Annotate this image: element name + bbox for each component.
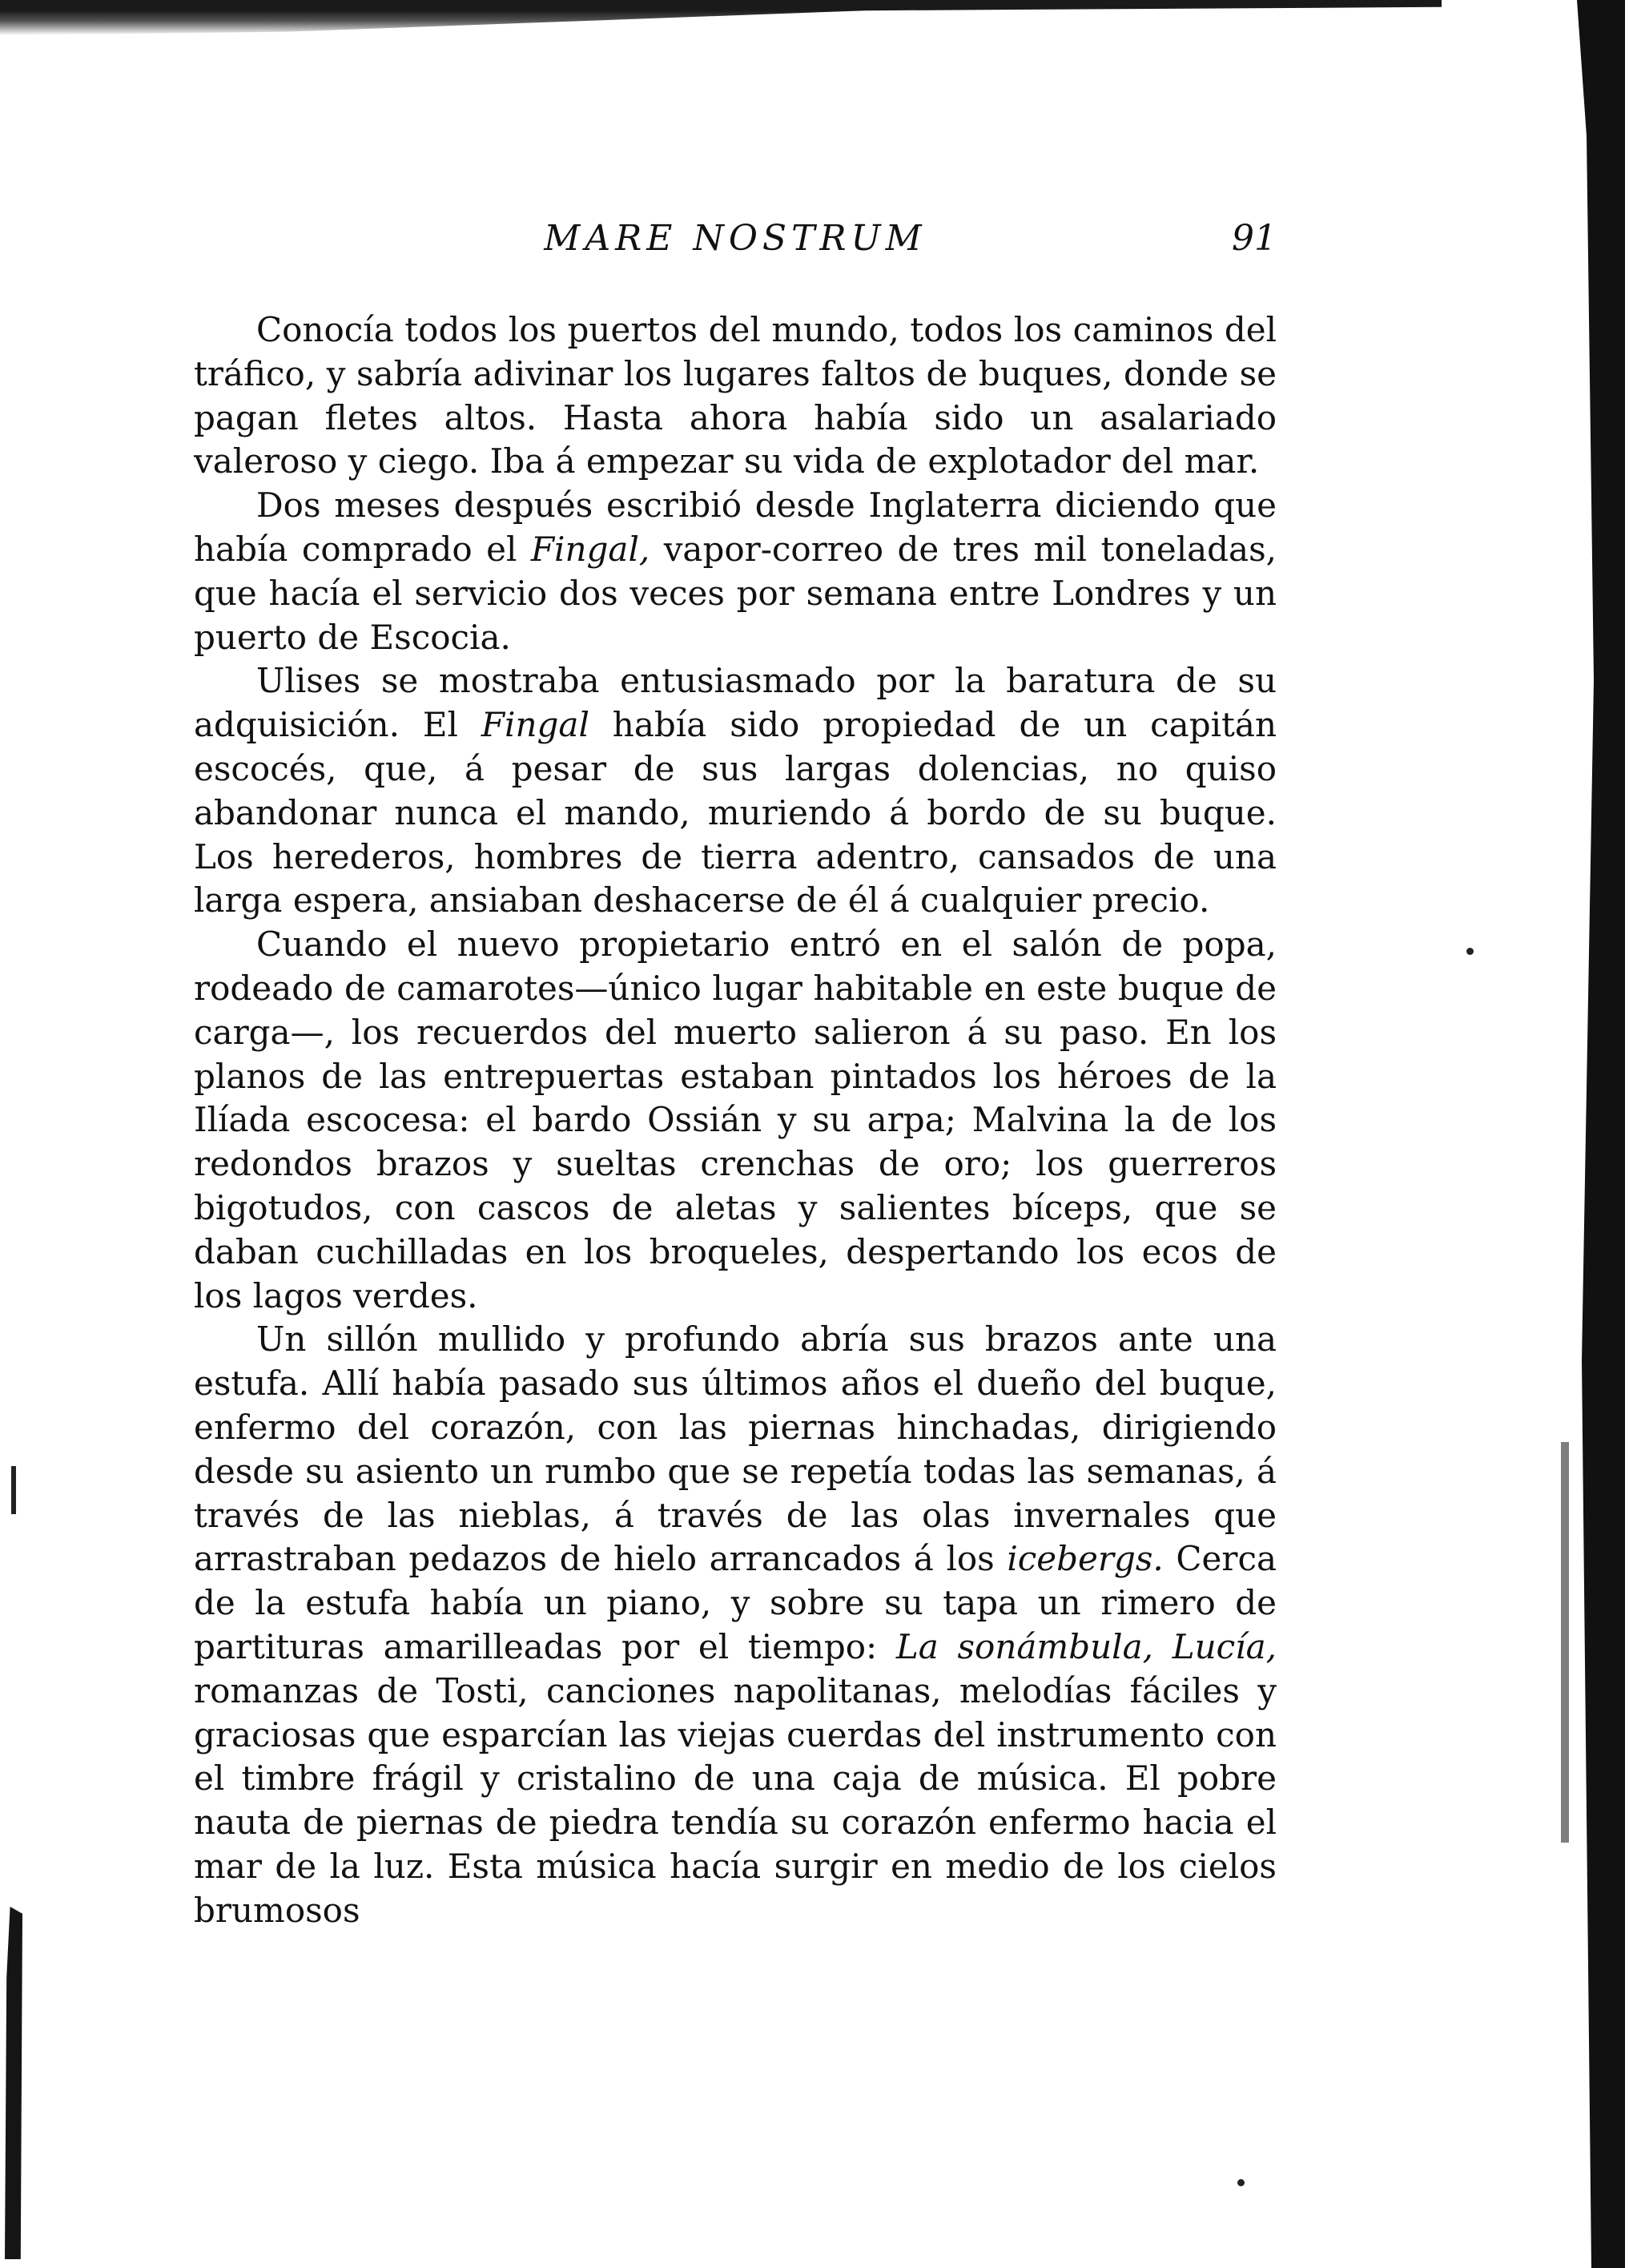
running-title: MARE NOSTRUM: [544, 218, 927, 259]
scan-edge-right-shadow: [1561, 1442, 1569, 1843]
scan-speck: [11, 1466, 16, 1514]
body-text: [194, 308, 1277, 1932]
scan-edge-right: [1577, 0, 1625, 2268]
paragraph: Conocía todos los puertos del mundo, todos los caminos del tráfico, y sabría adivinar los lugares faltos de buques, donde se pagan fletes altos. Hasta ahora había sido un asalariado valeroso y ciego. Iba á empezar su vida de explotador del mar.: [194, 310, 1277, 481]
paragraph: Ulises se mostraba entusiasmado por la baratura de su adquisición. El Fingal había sido propiedad de un capitán escocés, que, á pesar de sus largas dolencias, no quiso abandonar nunca el mando, muriendo á bordo de su buque. Los herederos, hombres de tierra adentro, cansados de una larga espera, ansiaban deshacerse de él á cualquier precio.: [194, 661, 1277, 920]
opera-titles: La sonámbula, Lucía,: [895, 1626, 1277, 1666]
paragraph: Dos meses después escribió desde Inglaterra diciendo que había comprado el Fingal, vapor-correo de tres mil toneladas, que hacía el servicio dos veces por semana entre Londres y un puerto de Escocia.: [194, 485, 1277, 657]
italic-term: icebergs.: [1007, 1539, 1164, 1579]
scan-edge-left: [5, 1907, 22, 2259]
ship-name: Fingal: [481, 705, 589, 745]
scan-dot: [1466, 948, 1474, 955]
page-number: 91: [1232, 218, 1277, 259]
page-header: [194, 218, 1277, 266]
scan-dot: [1237, 2179, 1245, 2186]
paragraph: Un sillón mullido y profundo abría sus brazos ante una estufa. Allí había pasado sus últimos años el dueño del buque, enfermo del corazón, con las piernas hinchadas, dirigiendo desde su asiento un rumbo que se repetía todas las semanas, á través de las nieblas, á través de las olas invernales que arrastraban pedazos de hielo arrancados á los icebergs. Cerca de la estufa había un piano, y sobre su tapa un rimero de partituras amarilleadas por el tiempo: La sonámbula, Lucía, romanzas de Tosti, canciones napolitanas, melodías fáciles y graciosas que esparcían las viejas cuerdas del instrumento con el timbre frágil y cristalino de una caja de música. El pobre nauta de piernas de piedra tendía su corazón enfermo hacia el mar de la luz. Esta música hacía surgir en medio de los cielos brumosos: [194, 1319, 1277, 1930]
paragraph: Cuando el nuevo propietario entró en el salón de popa, rodeado de camarotes—único lugar habitable en este buque de carga—, los recuerdos del muerto salieron á su paso. En los planos de las entrepuertas estaban pintados los héroes de la Ilíada escocesa: el bardo Ossián y su arpa; Malvina la de los redondos brazos y sueltas crenchas de oro; los guerreros bigotudos, con cascos de aletas y salientes bíceps, que se daban cuchilladas en los broqueles, despertando los ecos de los lagos verdes.: [194, 925, 1277, 1315]
scan-edge-top: [0, 0, 1442, 35]
ship-name: Fingal,: [530, 529, 650, 569]
